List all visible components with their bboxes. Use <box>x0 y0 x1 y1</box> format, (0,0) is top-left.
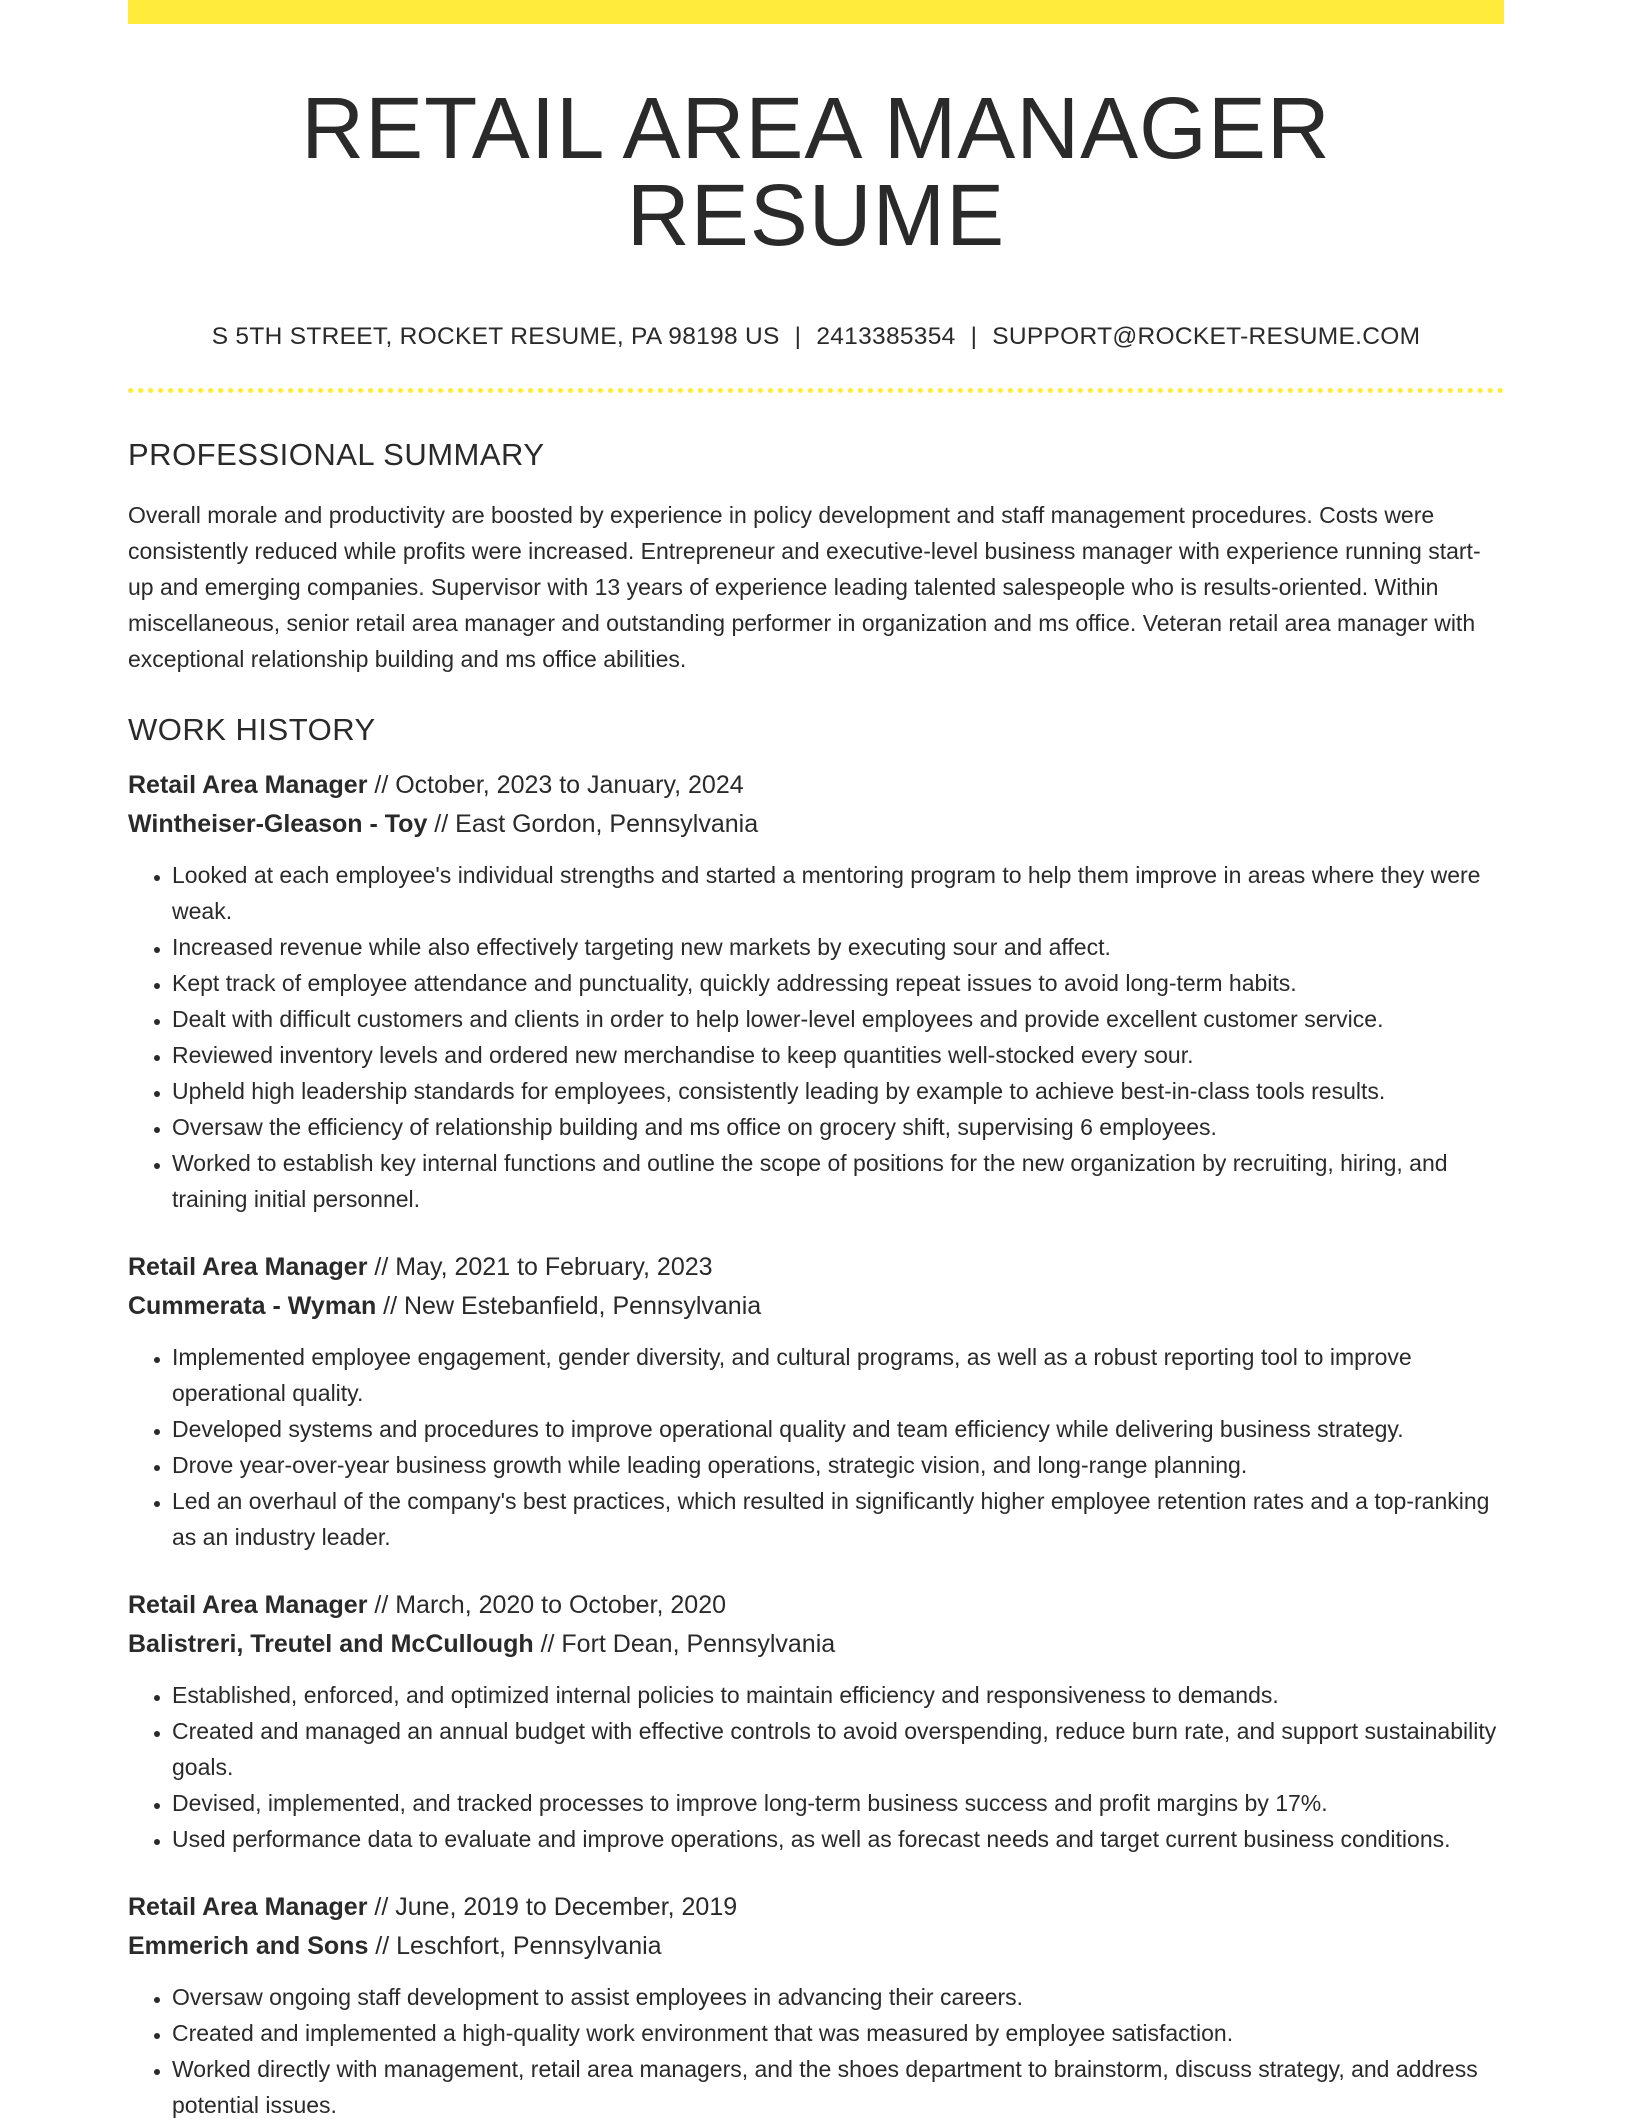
job-location: // East Gordon, Pennsylvania <box>427 809 759 838</box>
job-company-line <box>128 1927 1504 1966</box>
job-role-line <box>128 766 1504 805</box>
phone: 2413385354 <box>816 323 956 350</box>
dotted-divider <box>128 388 1504 393</box>
job-role: Retail Area Manager <box>128 770 368 799</box>
work-history-list <box>128 766 1504 2123</box>
contact-line <box>128 325 1504 350</box>
list-item: • Drove year-over-year business growth while leading operations, strategic vision, and long-range planning. <box>172 1447 1504 1483</box>
resume-title: RETAIL AREA MANAGER RESUME <box>301 80 1331 264</box>
job-company: Cummerata - Wyman <box>128 1291 377 1320</box>
job-company: Balistreri, Treutel and McCullough <box>128 1629 534 1658</box>
job-bullets <box>128 1339 1504 1555</box>
job-entry <box>128 766 1504 1217</box>
accent-bar <box>128 0 1504 24</box>
job-dates: // June, 2019 to December, 2019 <box>367 1892 738 1921</box>
email: SUPPORT@ROCKET-RESUME.COM <box>992 323 1421 350</box>
job-role-line <box>128 1248 1504 1287</box>
job-bullets <box>128 857 1504 1217</box>
list-item: • Oversaw the efficiency of relationship building and ms office on grocery shift, supervising 6 employees. <box>172 1109 1504 1145</box>
job-company-line <box>128 1625 1504 1664</box>
job-company-line <box>128 1287 1504 1326</box>
job-dates: // October, 2023 to January, 2024 <box>367 770 744 799</box>
separator: | <box>794 323 802 350</box>
list-item: • Used performance data to evaluate and improve operations, as well as forecast needs and target current business conditions. <box>172 1821 1504 1857</box>
job-bullets <box>128 1677 1504 1857</box>
list-item: • Worked directly with management, retail area managers, and the shoes department to brainstorm, discuss strategy, and address potential issues. <box>172 2051 1504 2123</box>
job-entry <box>128 1248 1504 1555</box>
list-item: • Oversaw ongoing staff development to assist employees in advancing their careers. <box>172 1979 1504 2015</box>
summary-text: Overall morale and productivity are boosted by experience in policy development and staff management procedures. Costs were consistently reduced while profits were increased. Entrepreneur and executive-level business manager with experience running start-up and emerging companies. Supervisor with 13 years of experience leading talented salespeople who is results-oriented. Within miscellaneous, senior retail area manager and outstanding performer in organization and ms office. Veteran retail area manager with exceptional relationship building and ms office abilities. <box>128 501 1481 672</box>
job-location: // New Estebanfield, Pennsylvania <box>376 1291 762 1320</box>
job-role: Retail Area Manager <box>128 1590 368 1619</box>
list-item: • Led an overhaul of the company's best practices, which resulted in significantly higher employee retention rates and a top-ranking as an industry leader. <box>172 1483 1504 1555</box>
list-item: • Worked to establish key internal functions and outline the scope of positions for the new organization by recruiting, hiring, and training initial personnel. <box>172 1145 1504 1217</box>
job-role-line <box>128 1888 1504 1927</box>
list-item: • Established, enforced, and optimized internal policies to maintain efficiency and responsiveness to demands. <box>172 1677 1504 1713</box>
summary-heading: PROFESSIONAL SUMMARY <box>128 436 545 472</box>
address: S 5TH STREET, ROCKET RESUME, PA 98198 US <box>211 323 780 350</box>
job-dates: // May, 2021 to February, 2023 <box>367 1252 713 1281</box>
list-item: • Upheld high leadership standards for employees, consistently leading by example to achieve best-in-class tools results. <box>172 1073 1504 1109</box>
list-item: • Reviewed inventory levels and ordered new merchandise to keep quantities well-stocked every sour. <box>172 1037 1504 1073</box>
list-item: • Dealt with difficult customers and clients in order to help lower-level employees and provide excellent customer service. <box>172 1001 1504 1037</box>
list-item: • Looked at each employee's individual strengths and started a mentoring program to help them improve in areas where they were weak. <box>172 857 1504 929</box>
list-item: • Increased revenue while also effectively targeting new markets by executing sour and affect. <box>172 929 1504 965</box>
work-history-heading: WORK HISTORY <box>128 711 376 747</box>
job-entry <box>128 1586 1504 1857</box>
job-location: // Leschfort, Pennsylvania <box>368 1931 662 1960</box>
resume-page <box>128 0 1504 2123</box>
job-dates: // March, 2020 to October, 2020 <box>367 1590 726 1619</box>
job-entry <box>128 1888 1504 2123</box>
list-item: • Created and implemented a high-quality work environment that was measured by employee satisfaction. <box>172 2015 1504 2051</box>
job-role-line <box>128 1586 1504 1625</box>
job-company: Emmerich and Sons <box>128 1931 369 1960</box>
list-item: • Kept track of employee attendance and punctuality, quickly addressing repeat issues to avoid long-term habits. <box>172 965 1504 1001</box>
list-item: • Implemented employee engagement, gender diversity, and cultural programs, as well as a robust reporting tool to improve operational quality. <box>172 1339 1504 1411</box>
job-location: // Fort Dean, Pennsylvania <box>533 1629 836 1658</box>
list-item: • Created and managed an annual budget with effective controls to avoid overspending, reduce burn rate, and support sustainability goals. <box>172 1713 1504 1785</box>
job-company-line <box>128 805 1504 844</box>
job-company: Wintheiser-Gleason - Toy <box>128 809 428 838</box>
job-bullets <box>128 1979 1504 2123</box>
job-role: Retail Area Manager <box>128 1252 368 1281</box>
job-role: Retail Area Manager <box>128 1892 368 1921</box>
list-item: • Devised, implemented, and tracked processes to improve long-term business success and profit margins by 17%. <box>172 1785 1504 1821</box>
separator: | <box>970 323 978 350</box>
list-item: • Developed systems and procedures to improve operational quality and team efficiency while delivering business strategy. <box>172 1411 1504 1447</box>
